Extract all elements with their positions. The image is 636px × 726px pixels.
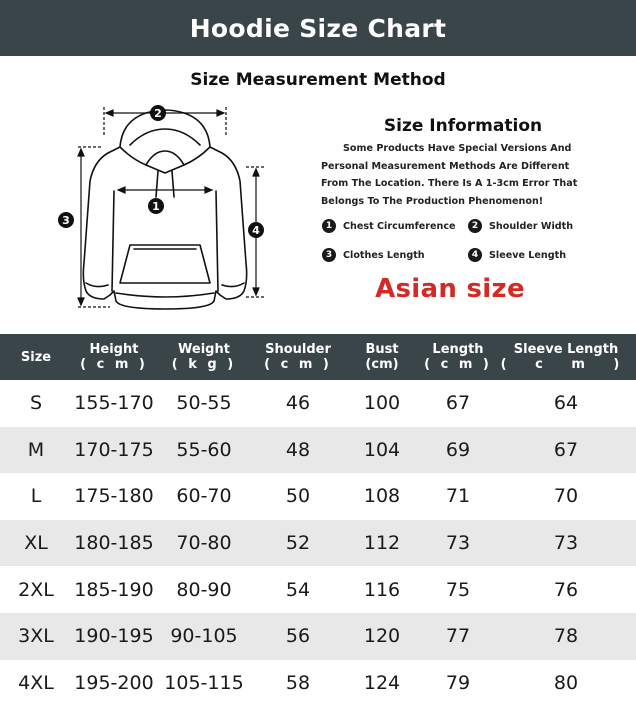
cell-size: 2XL (18, 578, 54, 601)
cell-height: 180-185 (74, 532, 154, 555)
cell-height: 195-200 (74, 671, 154, 694)
header-shoulder: Shoulder ( c m ) (264, 342, 332, 372)
number-4-badge: 4 (468, 248, 482, 262)
hoodie-diagram (50, 95, 280, 320)
table-row (0, 473, 636, 520)
cell-sleeve: 64 (553, 392, 579, 415)
cell-sleeve: 76 (553, 578, 579, 601)
cell-size: 4XL (18, 671, 54, 694)
cell-bust: 100 (363, 392, 401, 415)
number-3-badge: 3 (322, 248, 336, 262)
header-weight: Weight ( k g ) (171, 342, 237, 372)
info-line: Some Products Have Special Versions And (343, 143, 572, 154)
cell-height: 170-175 (74, 438, 154, 461)
cell-weight: 60-70 (176, 485, 232, 508)
table-row (0, 566, 636, 613)
legend-item-sleeve (468, 248, 566, 262)
cell-sleeve: 67 (553, 438, 579, 461)
number-1-badge: 1 (322, 219, 336, 233)
marker-4 (248, 222, 264, 238)
cell-size: M (27, 438, 45, 461)
cell-length: 75 (445, 578, 471, 601)
asian-size-note: Asian size (375, 274, 525, 304)
pocket-outline (120, 245, 210, 283)
legend-label: Chest Circumference (343, 220, 456, 232)
header-bust: Bust (cm) (365, 342, 399, 372)
cell-bust: 108 (363, 485, 401, 508)
cell-shoulder: 56 (285, 625, 311, 648)
cell-length: 79 (445, 671, 471, 694)
cell-length: 71 (445, 485, 471, 508)
svg-text:3: 3 (62, 214, 70, 227)
legend-label: Sleeve Length (489, 249, 567, 261)
cell-bust: 116 (363, 578, 401, 601)
header-height: Height ( c m ) (80, 342, 148, 372)
measurement-legend (322, 217, 622, 263)
cell-weight: 70-80 (176, 532, 232, 555)
cell-size: 3XL (18, 625, 54, 648)
measurement-method-title: Size Measurement Method (190, 70, 446, 90)
table-row (0, 520, 636, 567)
cell-shoulder: 52 (285, 532, 311, 555)
cell-weight: 90-105 (170, 625, 238, 648)
cell-shoulder: 58 (285, 671, 311, 694)
info-line: Belongs To The Production Phenomenon! (321, 195, 544, 207)
cell-sleeve: 70 (553, 485, 579, 508)
header-size: Size (20, 349, 52, 365)
header-sleeve-length: Sleeve Length ( c m ) (500, 342, 632, 372)
table-row (0, 380, 636, 427)
cell-weight: 80-90 (176, 578, 232, 601)
svg-text:4: 4 (252, 224, 260, 237)
legend-item-chest (322, 219, 456, 233)
cell-sleeve: 80 (553, 671, 579, 694)
size-info-title: Size Information (383, 116, 543, 136)
cell-shoulder: 46 (285, 392, 311, 415)
cell-shoulder: 50 (285, 485, 311, 508)
svg-text:1: 1 (152, 200, 160, 213)
marker-1 (148, 198, 164, 214)
svg-text:2: 2 (154, 107, 162, 120)
cell-length: 73 (445, 532, 471, 555)
table-row (0, 613, 636, 660)
cell-length: 77 (445, 625, 471, 648)
header-bar (0, 0, 636, 56)
size-info-text (321, 140, 581, 210)
table-header-row (0, 334, 636, 380)
cell-sleeve: 73 (553, 532, 579, 555)
cell-size: XL (24, 532, 48, 555)
page-title: Hoodie Size Chart (189, 13, 447, 43)
cell-shoulder: 48 (285, 438, 311, 461)
cell-weight: 55-60 (176, 438, 232, 461)
cell-size: L (30, 485, 42, 508)
info-line: From The Location. There Is A 1-3cm Error That (321, 178, 578, 189)
cell-weight: 50-55 (176, 392, 232, 415)
header-length: Length ( c m ) (424, 342, 492, 372)
cell-height: 185-190 (74, 578, 154, 601)
cell-bust: 120 (363, 625, 401, 648)
table-row (0, 427, 636, 474)
legend-label: Shoulder Width (489, 220, 574, 232)
legend-label: Clothes Length (343, 249, 425, 261)
cell-bust: 124 (363, 671, 401, 694)
info-line: Personal Measurement Methods Are Different (321, 160, 570, 172)
cell-size: S (29, 392, 43, 415)
marker-3 (58, 212, 74, 228)
cell-height: 190-195 (74, 625, 154, 648)
cell-weight: 105-115 (164, 671, 244, 694)
cell-shoulder: 54 (285, 578, 311, 601)
cell-bust: 112 (363, 532, 401, 555)
legend-item-shoulder (468, 219, 573, 233)
marker-2 (150, 105, 166, 121)
cell-sleeve: 78 (553, 625, 579, 648)
cell-height: 175-180 (74, 485, 154, 508)
table-row (0, 660, 636, 707)
cell-length: 69 (445, 438, 471, 461)
cell-height: 155-170 (74, 392, 154, 415)
cell-bust: 104 (363, 438, 401, 461)
number-2-badge: 2 (468, 219, 482, 233)
cell-length: 67 (445, 392, 471, 415)
size-table (0, 334, 636, 706)
legend-item-length (322, 248, 425, 262)
